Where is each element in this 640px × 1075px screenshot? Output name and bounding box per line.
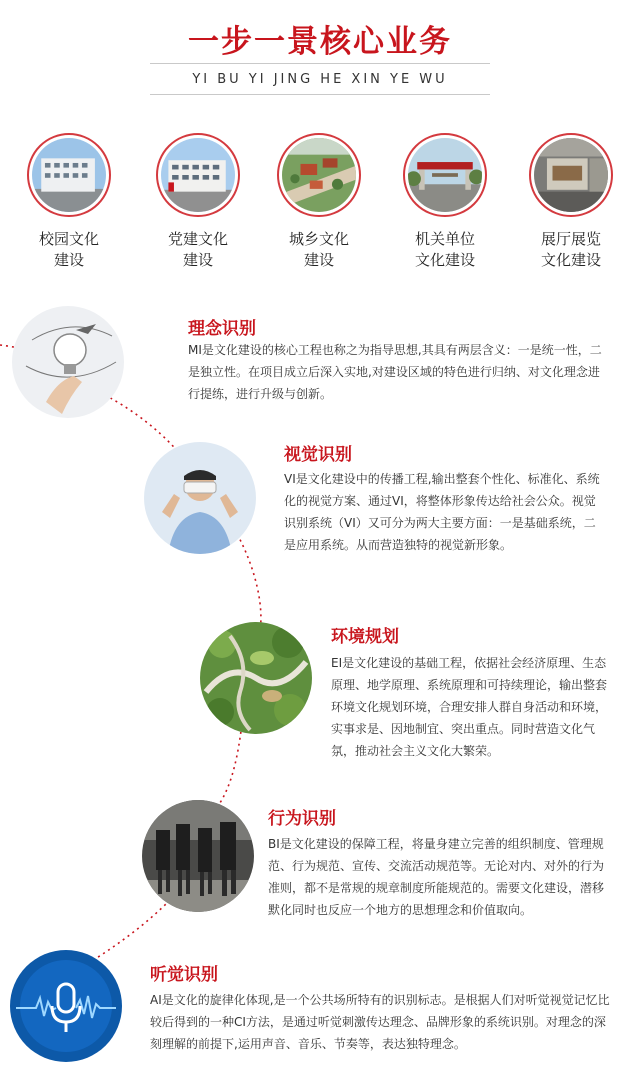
- vr-headset-person-image: [144, 442, 256, 554]
- landscape-aerial-image: [200, 622, 312, 734]
- section-body-ai: AI是文化的旋律化体现,是一个公共场所特有的识别标志。是根据人们对听觉视觉记忆比较后得到的一种CI方法，是通过听觉刺激传达理念、品牌形象的系统识别。对理念的深刻理解的前提下,运用声音、音乐、节奏等，表达独特理念。: [150, 993, 610, 1051]
- subtitle-frame: [150, 63, 490, 95]
- exhibition-hall-image: [534, 138, 608, 212]
- campus-building-image: [32, 138, 106, 212]
- section-title-mi: 理念识别: [188, 319, 256, 339]
- category-government[interactable]: [390, 133, 500, 271]
- lightbulb-idea-image: [12, 306, 124, 418]
- category-urban-rural[interactable]: [264, 133, 374, 271]
- microphone-sound-icon: [10, 950, 122, 1062]
- walking-people-image: [142, 800, 254, 912]
- section-title-bi: 行为识别: [268, 809, 336, 829]
- section-body-bi: BI是文化建设的保障工程，将量身建立完善的组织制度、管理规范、行为规范、宣传、交流活动规范等。无论对内、对外的行为准则，都不是常规的规章制度所能规范的。需要文化建设，潜移默化同时也反应一个地方的思想理念和价值取向。: [268, 837, 605, 917]
- page-subtitle: YI BU YI JING HE XIN YE WU: [192, 72, 448, 87]
- category-label: 党建文化 建设: [167, 230, 228, 269]
- category-image-ring: [27, 133, 111, 217]
- category-image-ring: [277, 133, 361, 217]
- section-body-ei: EI是文化建设的基础工程，依据社会经济原理、生态原理、地学原理、系统原理和可持续理论，输出整套环境文化规划环境，合理安排人群自身活动和环境，实事求是、因地制宜、突出重点。同时营造文化气氛，推动社会主义文化大繁荣。: [331, 656, 608, 758]
- category-image-ring: [403, 133, 487, 217]
- category-party[interactable]: [143, 133, 253, 271]
- category-label: 展厅展览 文化建设: [540, 230, 601, 269]
- category-label: 城乡文化 建设: [288, 230, 349, 269]
- village-aerial-image: [282, 138, 356, 212]
- section-title-vi: 视觉识别: [284, 445, 352, 465]
- government-gate-image: [408, 138, 482, 212]
- category-image-ring: [156, 133, 240, 217]
- section-body-vi: VI是文化建设中的传播工程,输出整套个性化、标准化、系统化的视觉方案、通过VI，将整体形象传达给社会公众。视觉识别系统（VI）又可分为两大主要方面：一是基础系统，二是应用系统。从而营造独特的视觉新形象。: [284, 472, 600, 552]
- section-title-ai: 听觉识别: [150, 965, 218, 985]
- section-title-ei: 环境规划: [331, 627, 399, 647]
- category-label: 机关单位 文化建设: [414, 230, 475, 269]
- page-title: 一步一景核心业务: [188, 24, 452, 60]
- category-image-ring: [529, 133, 613, 217]
- section-body-mi: MI是文化建设的核心工程也称之为指导思想,其具有两层含义：一是统一性，二是独立性。在项目成立后深入实地,对建设区域的特色进行归纳、对文化理念进行提练，进行升级与创新。: [188, 343, 602, 401]
- category-campus[interactable]: [14, 133, 124, 271]
- category-label: 校园文化 建设: [38, 230, 99, 269]
- party-building-image: [161, 138, 235, 212]
- category-exhibition[interactable]: [516, 133, 626, 271]
